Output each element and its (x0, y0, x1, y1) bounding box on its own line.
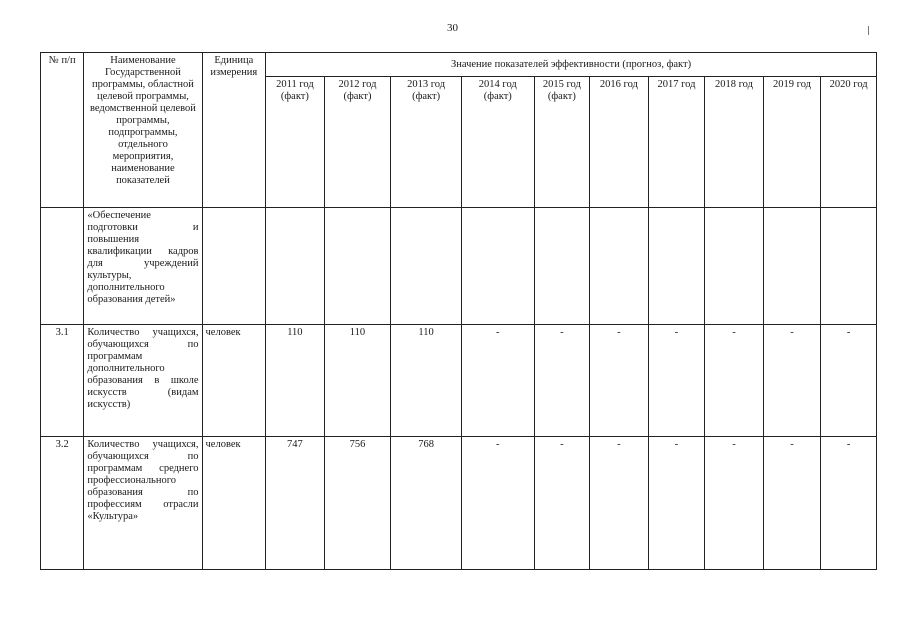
row-value (705, 208, 764, 325)
row-name: «Обеспечение подготовки и повышения квалификации кадров для учреждений культуры, дополнительного образования детей» (84, 208, 202, 325)
row-value (266, 208, 325, 325)
header-year: 2017 год (648, 77, 705, 208)
row-value: - (705, 325, 764, 437)
row-value: - (648, 325, 705, 437)
page-number: 30 (447, 22, 458, 34)
header-name: Наименование Государственной программы, областной целевой программы, ведомственной целевой программы, подпрограммы, отдельного мероприятия, наименование показателей (84, 53, 202, 208)
row-value (821, 208, 877, 325)
header-year: 2015 год (факт) (534, 77, 590, 208)
row-value: - (590, 325, 649, 437)
header-year: 2020 год (821, 77, 877, 208)
row-value: 110 (266, 325, 325, 437)
header-year: 2019 год (763, 77, 821, 208)
header-row-1 (41, 53, 877, 77)
row-value (391, 208, 462, 325)
row-name: Количество учащихся, обучающихся по программам дополнительного образования в школе искусств (видам искусств) (84, 325, 202, 437)
row-num: 3.1 (41, 325, 84, 437)
row-unit: человек (202, 437, 266, 570)
row-value: 110 (391, 325, 462, 437)
row-unit: человек (202, 325, 266, 437)
header-year: 2016 год (590, 77, 649, 208)
row-value (324, 208, 391, 325)
performance-indicators-table (40, 52, 877, 570)
row-value: - (534, 437, 590, 570)
row-value: - (461, 437, 534, 570)
header-num: № п/п (41, 53, 84, 208)
header-year: 2013 год (факт) (391, 77, 462, 208)
row-value: 756 (324, 437, 391, 570)
header-values-group: Значение показателей эффективности (прогноз, факт) (266, 53, 877, 77)
margin-mark (868, 26, 869, 35)
row-value: - (590, 437, 649, 570)
row-name: Количество учащихся, обучающихся по программам среднего профессионального образования по профессиям отрасли «Культура» (84, 437, 202, 570)
header-year: 2018 год (705, 77, 764, 208)
row-value (648, 208, 705, 325)
row-value: - (763, 325, 821, 437)
row-value (461, 208, 534, 325)
row-value (534, 208, 590, 325)
row-value (590, 208, 649, 325)
row-value: - (534, 325, 590, 437)
header-unit: Единица измерения (202, 53, 266, 208)
row-value: - (461, 325, 534, 437)
table-row (41, 437, 877, 570)
header-year: 2012 год (факт) (324, 77, 391, 208)
row-value: - (648, 437, 705, 570)
row-value: - (705, 437, 764, 570)
row-value: - (821, 437, 877, 570)
row-value: 110 (324, 325, 391, 437)
row-num (41, 208, 84, 325)
row-value (763, 208, 821, 325)
header-year: 2011 год (факт) (266, 77, 325, 208)
row-value: - (821, 325, 877, 437)
row-num: 3.2 (41, 437, 84, 570)
table-row (41, 208, 877, 325)
row-unit (202, 208, 266, 325)
header-year: 2014 год (факт) (461, 77, 534, 208)
table-row (41, 325, 877, 437)
row-value: 747 (266, 437, 325, 570)
row-value: 768 (391, 437, 462, 570)
row-value: - (763, 437, 821, 570)
